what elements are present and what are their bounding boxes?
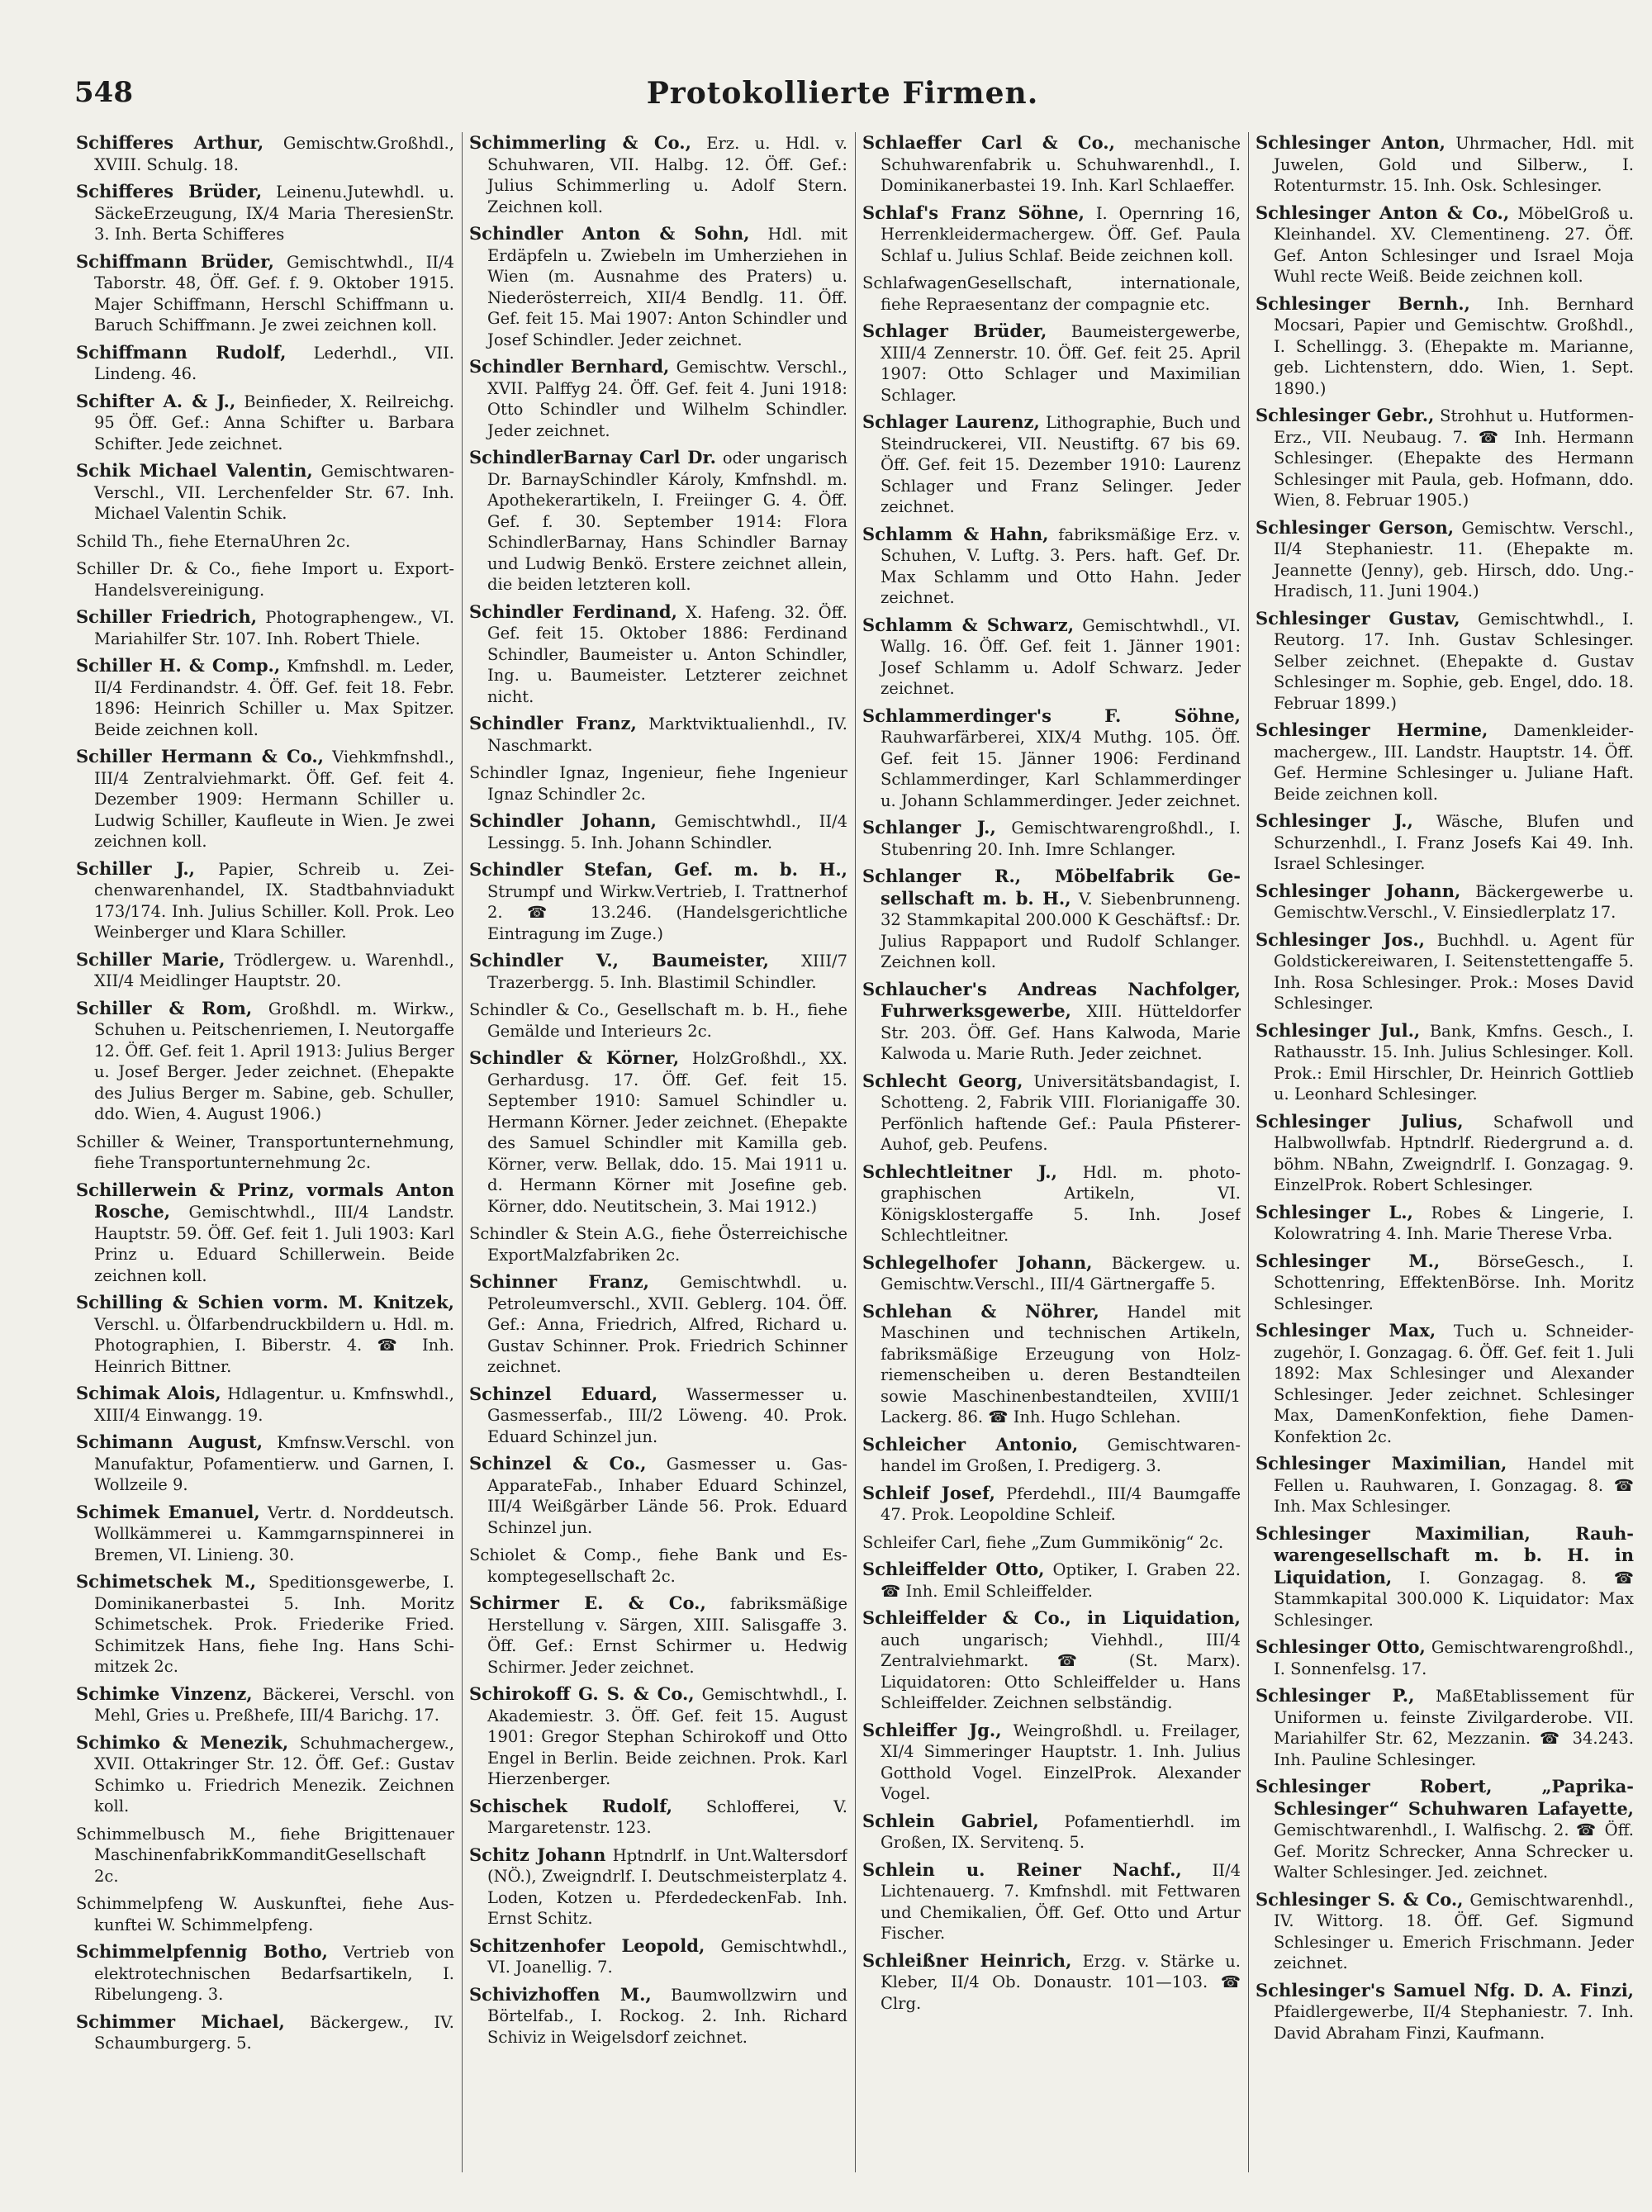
firm-entry xyxy=(469,1683,847,1790)
firm-entry xyxy=(469,1544,847,1587)
firm-details: Gemischtwhdl., I. Akademiestr. 3. Öff. Gef. feit 15. August 1901: Gregor Stephan Schirokoff und Otto Engel in Berlin. Beide zeichnen. Prok. Karl Hierzenberger. xyxy=(487,1685,847,1788)
firm-entry xyxy=(469,601,847,708)
firm-name: Schimek Emanuel, xyxy=(76,1501,260,1522)
firm-entry xyxy=(469,1593,847,1678)
firm-entry xyxy=(76,530,454,553)
firm-details: SchlafwagenGesellschaft, internationale, fiehe Repraesentanz der compagnie etc. xyxy=(862,273,1241,314)
firm-entry xyxy=(862,320,1241,406)
firm-name: Schiller J., xyxy=(76,857,195,879)
firm-entry xyxy=(862,866,1241,973)
firm-entry xyxy=(862,1559,1241,1602)
firm-details: Uhrmacher, Hdl. mit Juwelen, Gold und Silberw., I. Rotenturmstr. 15. Inh. Osk. Schlesinger. xyxy=(1274,134,1634,195)
firm-entry xyxy=(862,1531,1241,1554)
firm-details: Schuhmachergew., XVII. Ottakringer Str. 12. Öff. Gef.: Gustav Schimko u. Friedrich Menezik. Zeichnen koll. xyxy=(94,1733,454,1816)
firm-entry xyxy=(1256,293,1634,400)
firm-entry xyxy=(1256,929,1634,1014)
firm-details: HolzGroßhdl., XX. Gerhardusg. 17. Öff. Gef. feit 15. September 1910: Samuel Schindler u. Hermann Körner. Jeder zeichnet. (Ehepakte des Samuel Schindler mit Kamilla geb. Körner, verw. Bellak, ddo. 15. Mai 1911 u. d. Hermann Körner mit Josefine geb. Körner, ddo. Neutitschein, 3. Mai 1912.) xyxy=(487,1049,847,1216)
firm-name: Schlesinger Hermine, xyxy=(1256,719,1488,740)
firm-entry xyxy=(76,1292,454,1377)
firm-entry xyxy=(862,1252,1241,1295)
firm-name: Schlaf's Franz Söhne, xyxy=(862,202,1085,223)
firm-details: MaßEtablissement für Uniformen u. feinste Zivilgarderobe. VII. Mariahilfer Str. 62, Mezzanin. ☎ 34.243. Inh. Pauline Schlesinger. xyxy=(1274,1687,1634,1769)
firm-entry xyxy=(862,1607,1241,1714)
firm-name: Schlesinger L., xyxy=(1256,1201,1413,1222)
firm-entry xyxy=(469,1222,847,1265)
firm-name: Schimmelpfennig Botho, xyxy=(76,1941,328,1962)
firm-details: Kmfnshdl. m. Leder, II/4 Ferdinandstr. 4. Öff. Gef. feit 18. Febr. 1896: Heinrich Schiller u. Max Spitzer. Beide zeichnen koll. xyxy=(94,657,454,739)
firm-name: Schindler Bernhard, xyxy=(469,356,670,377)
firm-name: Schlesinger S. & Co., xyxy=(1256,1888,1464,1910)
firm-details: Photographengew., VI. Mariahilfer Str. 107. Inh. Robert Thiele. xyxy=(94,608,454,648)
firm-name: Schlanger J., xyxy=(862,817,996,838)
firm-details: Tuch u. Schneiderzugehör, I. Gonzagag. 6. Öff. Gef. feit 1. Juli 1892: Max Schlesinger und Alexander Schlesinger. Jeder zeichnet. Schlesinger Max, DamenKonfektion, fiehe DamenKonfektion 2c. xyxy=(1274,1322,1634,1446)
firm-details: Schild Th., fiehe EternaUhren 2c. xyxy=(76,531,351,551)
firm-details: Viehkmfnshdl., III/4 Zentralviehmarkt. Öff. Gef. feit 4. Dezember 1909: Hermann Schiller u. Ludwig Schiller, Kaufleute in Wien. Je zwei zeichnen koll. xyxy=(94,748,454,851)
firm-details: Wäsche, Blufen und Schurzenhdl., I. Franz Josefs Kai 49. Inh. Israel Schlesinger. xyxy=(1274,812,1634,873)
firm-name: Schillerwein & Prinz, vormals Anton Rosche, xyxy=(76,1179,454,1222)
firm-details: Handel mit Maschinen und technischen Artikeln, fabriksmäßige Erzeugung von Holzriemenscheiben u. deren Bestandteilen sowie Maschinenbestandteilen, XVIII/1 Lackerg. 86. ☎ Inh. Hugo Schlehan. xyxy=(881,1302,1241,1426)
firm-name: Schlesinger P., xyxy=(1256,1685,1415,1706)
firm-details: Buchhdl. u. Agent für Goldstickereiwaren, I. Seitenstettengaffe 5. Inh. Rosa Schlesinger. Prok.: Moses David Schlesinger. xyxy=(1274,930,1634,1013)
firm-entry xyxy=(1256,719,1634,805)
firm-details: Speditionsgewerbe, I. Dominikanerbastei 5. Inh. Moritz Schimetschek. Prok. Friederike Fried. Schimitzek Hans, fiehe Ing. Hans Schimitzek 2c. xyxy=(94,1573,454,1676)
firm-details: Erz. u. Hdl. v. Schuhwaren, VII. Halbg. 12. Öff. Gef.: Julius Schimmerling u. Adolf Stern. Zeichnen koll. xyxy=(487,134,847,216)
firm-name: Schinner Franz, xyxy=(469,1271,649,1292)
firm-entry xyxy=(1256,1251,1634,1315)
firm-details: Universitätsbandagist, I. Schotteng. 2, Fabrik VIII. Florianigaffe 30. Perfönlich haftende Gef.: Paula PfistererAuhof, geb. Peufens. xyxy=(881,1071,1241,1154)
firm-details: Gemischtwhdl., III/4 Landstr. Hauptstr. 59. Öff. Gef. feit 1. Juli 1903: Karl Prinz u. Eduard Schillerwein. Beide zeichnen koll. xyxy=(94,1203,454,1285)
column-4 xyxy=(1256,132,1634,2172)
firm-name: Schlesinger Johann, xyxy=(1256,880,1461,901)
firm-name: Schlesinger Otto, xyxy=(1256,1636,1426,1657)
firm-entry xyxy=(469,1453,847,1538)
firm-details: Gemischtwhdl., II/4 Taborstr. 48, Öff. Gef. f. 9. Oktober 1915. Majer Schiffmann, Herschl Schiffmann u. Baruch Schiffmann. Je zwei zeichnen koll. xyxy=(94,252,454,335)
firm-name: Schleiffelder Otto, xyxy=(862,1559,1045,1579)
firm-entry xyxy=(862,1434,1241,1477)
firm-entry xyxy=(1256,1020,1634,1105)
firm-name: Schlesinger Max, xyxy=(1256,1320,1436,1341)
firm-details: Handel mit Fellen u. Rauhwaren, I. Gonzagag. 8. ☎ Inh. Max Schlesinger. xyxy=(1274,1455,1634,1516)
firm-details: MöbelGroß u. Kleinhandel. XV. Clementineng. 27. Öff. Gef. Anton Schlesinger und Israel Moja Wuhl recte Weiß. Beide zeichnen koll. xyxy=(1274,203,1634,286)
firm-name: SchindlerBarnay Carl Dr. xyxy=(469,447,716,468)
firm-details: Schiller Dr. & Co., fiehe Import u. ExportHandelsvereinigung. xyxy=(76,559,454,600)
firm-entry xyxy=(469,1935,847,1978)
running-title: Protokollierte Firmen. xyxy=(646,76,1039,111)
column-divider xyxy=(855,132,856,2172)
firm-entry xyxy=(76,2011,454,2054)
firm-name: Schlesinger's Samuel Nfg. D. A. Finzi, xyxy=(1256,1979,1634,2001)
firm-name: Schlehan & Nöhrer, xyxy=(862,1300,1099,1322)
firm-name: Schlesinger J., xyxy=(1256,810,1413,831)
firm-entry xyxy=(76,251,454,336)
page-header xyxy=(74,76,1611,117)
firm-name: Schlesinger M., xyxy=(1256,1250,1441,1271)
firm-entry xyxy=(862,1859,1241,1944)
firm-entry xyxy=(76,1683,454,1726)
firm-entry xyxy=(862,202,1241,267)
firm-entry xyxy=(1256,1685,1634,1770)
firm-name: Schlesinger Robert, „PaprikaSchlesinger“ Schuhwaren Lafayette, xyxy=(1256,1776,1634,1819)
firm-entry xyxy=(76,391,454,455)
firm-details: Rauhwarfärberei, XIX/4 Muthg. 105. Öff. Gef. feit 15. Jänner 1906: Ferdinand Schlammerdinger, Karl Schlammerdinger u. Johann Schlammerdinger. Jeder zeichnet. xyxy=(881,728,1241,810)
firm-details: Leinenu.Jutewhdl. u. SäckeErzeugung, IX/4 Maria TheresienStr. 3. Inh. Berta Schifferes xyxy=(94,183,454,244)
firm-details: oder ungarisch Dr. BarnaySchindler Károly, Kmfnshdl. m. Apothekerartikeln, I. Freiinger G. 4. Öff. Gef. f. 30. September 1914: Flora SchindlerBarnay, Hans Schindler Barnay und Ludwig Benkö. Erstere zeichnet allein, die beiden letzteren koll. xyxy=(487,449,847,594)
firm-name: Schindler Franz, xyxy=(469,713,637,733)
firm-entry xyxy=(862,1483,1241,1526)
firm-entry xyxy=(862,817,1241,860)
firm-details: Schleifer Carl, fiehe „Zum Gummikönig“ 2c. xyxy=(862,1532,1224,1552)
firm-name: Schleiffelder & Co., in Liquidation, xyxy=(862,1607,1241,1628)
firm-entry xyxy=(76,1892,454,1935)
firm-details: Hdlagentur. u. Kmfnswhdl., XIII/4 Einwangg. 19. xyxy=(94,1384,454,1425)
firm-details: fabriksmäßige Erz. v. Schuhen, V. Luftg. 3. Pers. haft. Gef. Dr. Max Schlamm und Otto Hahn. Jeder zeichnet. xyxy=(881,525,1241,607)
firm-details: Gemischtwarenhdl., I. Walfischg. 2. ☎ Öff. Gef. Moritz Schrecker, Anna Schrecker u. Walter Schlesinger. Jed. zeichnet. xyxy=(1274,1820,1634,1882)
firm-entry xyxy=(469,1047,847,1217)
firm-name: Schindler Anton & Sohn, xyxy=(469,223,750,244)
firm-details: Lithographie, Buch und Steindruckerei, VII. Neustiftg. 67 bis 69. Öff. Gef. feit 15. Dezember 1910: Laurenz Schlager und Franz Selinger. Jeder zeichnet. xyxy=(881,413,1241,516)
firm-details: auch ungarisch; Viehhdl., III/4 Zentralviehmarkt. ☎ (St. Marx). Liquidatoren: Otto Schleiffelder u. Hans Schleiffelder. Zeichnen selbständig. xyxy=(881,1630,1241,1712)
firm-name: Schlein Gabriel, xyxy=(862,1810,1039,1831)
firm-entry xyxy=(469,223,847,350)
firm-entry xyxy=(469,859,847,944)
firm-entry xyxy=(862,615,1241,700)
firm-name: Schiller Hermann & Co., xyxy=(76,746,324,767)
firm-details: Großhdl. m. Wirkw., Schuhen u. Peitschenriemen, I. Neutorgaffe 12. Öff. Gef. feit 1. April 1913: Julius Berger u. Josef Berger. Jeder zeichnet. (Ehepakte des Julius Berger m. Sabine, geb. Schuller, ddo. Wien, 4. August 1906.) xyxy=(94,999,454,1123)
firm-entry xyxy=(76,1431,454,1496)
firm-details: mechanische Schuhwarenfabrik u. Schuhwarenhdl., I. Dominikanerbastei 19. Inh. Karl Schlaeffer. xyxy=(881,134,1241,195)
firm-details: Baumwollzwirn und Börtelfab., I. Rockog. 2. Inh. Richard Schiviz in Weigelsdorf zeichnet. xyxy=(487,1985,847,2047)
firm-details: Schimmelbusch M., fiehe Brigittenauer MaschinenfabrikKommanditGesellschaft 2c. xyxy=(76,1824,454,1886)
firm-entry xyxy=(469,1984,847,2048)
firm-details: Gemischtwarengroßhdl., I. Sonnenfelsg. 17. xyxy=(1274,1638,1634,1678)
firm-name: Schifferes Arthur, xyxy=(76,132,264,153)
firm-name: Schleiffer Jg., xyxy=(862,1719,1002,1740)
firm-name: Schischek Rudolf, xyxy=(469,1795,673,1816)
firm-name: Schik Michael Valentin, xyxy=(76,460,313,481)
firm-name: Schleißner Heinrich, xyxy=(862,1949,1072,1971)
firm-entry xyxy=(469,447,847,596)
firm-name: Schimak Alois, xyxy=(76,1383,221,1403)
firm-entry xyxy=(1256,1980,1634,2044)
firm-entry xyxy=(862,979,1241,1065)
firm-entry xyxy=(76,606,454,649)
firm-entry xyxy=(1256,881,1634,923)
firm-name: Schlager Laurenz, xyxy=(862,411,1040,432)
columns-area xyxy=(76,132,1634,2172)
firm-details: Pofamentierhdl. im Großen, IX. Servitenq. 5. xyxy=(881,1811,1241,1852)
firm-details: Hdl. m. photographischen Artikeln, VI. Königsklostergaffe 5. Inh. Josef Schlechtleitner. xyxy=(881,1162,1241,1245)
firm-details: Gemischtwhdl., VI. Wallg. 16. Öff. Gef. feit 1. Jänner 1901: Josef Schlamm u. Adolf Schwarz. Jeder zeichnet. xyxy=(881,615,1241,698)
firm-name: Schlanger R., Möbelfabrik Gesellschaft m. b. H., xyxy=(862,866,1241,909)
firm-details: Bank, Kmfns. Gesch., I. Rathausstr. 15. Inh. Julius Schlesinger. Koll. Prok.: Emil Hirschler, Dr. Heinrich Gottlieb u. Leonhard Schlesinger. xyxy=(1274,1021,1634,1104)
firm-details: Optiker, I. Graben 22. ☎ Inh. Emil Schleiffelder. xyxy=(881,1560,1241,1601)
firm-details: XIII. Hütteldorfer Str. 203. Öff. Gef. Hans Kalwoda, Marie Kalwoda u. Marie Ruth. Jeder zeichnet. xyxy=(881,1002,1241,1063)
firm-entry xyxy=(1256,1111,1634,1196)
firm-details: Verschl. u. Ölfarbendruckbildern u. Hdl. m. Photographien, I. Biberstr. 4. ☎ Inh. Heinrich Bittner. xyxy=(94,1314,454,1376)
firm-name: Schlesinger Bernh., xyxy=(1256,292,1470,314)
firm-details: Bäckergew., IV. Schaumburgerg. 5. xyxy=(94,2012,454,2053)
firm-details: Wassermesser u. Gasmesserfab., III/2 Löweng. 40. Prok. Eduard Schinzel jun. xyxy=(487,1384,847,1446)
firm-entry xyxy=(469,762,847,805)
firm-entry xyxy=(1256,1202,1634,1245)
firm-details: Gemischtwarenhdl., IV. Wittorg. 18. Öff. Gef. Sigmund Schlesinger u. Emerich Frischmann. Jeder zeichnet. xyxy=(1274,1890,1634,1972)
firm-details: XIII/7 Trazerbergg. 5. Inh. Blastimil Schindler. xyxy=(487,952,847,992)
firm-name: Schimann August, xyxy=(76,1431,263,1452)
firm-name: Schlammerdinger's F. Söhne, xyxy=(862,705,1241,726)
firm-name: Schleif Josef, xyxy=(862,1482,995,1503)
firm-details: Gemischtw. Verschl., XVII. Palffyg 24. Öff. Gef. feit 4. Juni 1918: Otto Schindler und Wilhelm Schindler. Jeder zeichnet. xyxy=(487,358,847,440)
firm-details: Pfaidlergewerbe, II/4 Stephaniestr. 7. Inh. David Abraham Finzi, Kaufmann. xyxy=(1274,2002,1634,2043)
firm-entry xyxy=(862,705,1241,812)
firm-entry xyxy=(469,810,847,853)
firm-entry xyxy=(76,1571,454,1678)
firm-details: Schindler & Co., Gesellschaft m. b. H., fiehe Gemälde und Interieurs 2c. xyxy=(469,1000,847,1041)
firm-entry xyxy=(1256,608,1634,714)
firm-details: Gasmesser u. GasApparateFab., Inhaber Eduard Schinzel, III/4 Weißgärber Lände 56. Prok. Eduard Schinzel jun. xyxy=(487,1455,847,1537)
firm-entry xyxy=(76,1131,454,1174)
firm-name: Schivizhoffen M., xyxy=(469,1983,652,2005)
firm-entry xyxy=(76,132,454,175)
firm-entry xyxy=(862,1161,1241,1246)
firm-details: Gemischtwhdl., I. Reutorg. 17. Inh. Gustav Schlesinger. Selber zeichnet. (Ehepakte d. Gustav Schlesinger m. Sophie, geb. Engel, ddo. 18. Februar 1899.) xyxy=(1274,609,1634,713)
firm-name: Schirmer E. & Co., xyxy=(469,1593,706,1613)
firm-details: Weingroßhdl. u. Freilager, XI/4 Simmeringer Hauptstr. 1. Inh. Julius Gotthold Vogel. EinzelProk. Alexander Vogel. xyxy=(881,1721,1241,1803)
firm-name: Schifferes Brüder, xyxy=(76,181,263,202)
firm-details: Schiller & Weiner, Transportunternehmung, fiehe Transportunternehmung 2c. xyxy=(76,1132,454,1172)
firm-details: Vertr. d. Norddeutsch. Wollkämmerei u. Kammgarnspinnerei in Bremen, VI. Linieng. 30. xyxy=(94,1502,454,1564)
firm-entry xyxy=(76,949,454,992)
firm-details: I. Opernring 16, Herrenkleidermachergew. Öff. Gef. Paula Schlaf u. Julius Schlaf. Beide zeichnen koll. xyxy=(881,203,1241,265)
firm-details: Trödlergew. u. Warenhdl., XII/4 Meidlinger Hauptstr. 20. xyxy=(94,950,454,990)
firm-entry xyxy=(1256,132,1634,197)
firm-entry xyxy=(76,558,454,600)
firm-name: Schlesinger Jos., xyxy=(1256,928,1425,950)
firm-entry xyxy=(76,1941,454,2006)
firm-name: Schitzenhofer Leopold, xyxy=(469,1934,705,1956)
firm-name: Schitz Johann xyxy=(469,1844,606,1865)
firm-entry xyxy=(76,1732,454,1817)
firm-entry xyxy=(76,858,454,943)
firm-name: Schilling & Schien vorm. M. Knitzek, xyxy=(76,1292,454,1312)
firm-entry xyxy=(469,1384,847,1448)
firm-details: Schlofferei, V. Margaretenstr. 123. xyxy=(487,1797,847,1837)
firm-name: Schimko & Menezik, xyxy=(76,1731,289,1753)
firm-name: Schlecht Georg, xyxy=(862,1070,1023,1091)
firm-entry xyxy=(1256,1636,1634,1679)
firm-name: Schiller & Rom, xyxy=(76,997,253,1018)
firm-name: Schlesinger Julius, xyxy=(1256,1110,1464,1132)
firm-name: Schlechtleitner J., xyxy=(862,1161,1057,1182)
firm-details: Bäckergew. u. Gemischtw.Verschl., III/4 Gärtnergaffe 5. xyxy=(881,1253,1241,1293)
firm-details: Gemischtwarengroßhdl., I. Stubenring 20. Inh. Imre Schlanger. xyxy=(881,819,1241,859)
firm-entry xyxy=(76,1383,454,1426)
firm-name: Schlein u. Reiner Nachf., xyxy=(862,1858,1182,1880)
firm-name: Schleicher Antonio, xyxy=(862,1433,1079,1455)
firm-name: Schindler Johann, xyxy=(469,810,657,831)
firm-entry xyxy=(469,356,847,441)
firm-details: Schindler Ignaz, Ingenieur, fiehe Ingenieur Ignaz Schindler 2c. xyxy=(469,763,847,804)
firm-name: Schifter A. & J., xyxy=(76,390,236,411)
firm-entry xyxy=(1256,1889,1634,1974)
firm-name: Schlesinger Anton, xyxy=(1256,132,1446,153)
firm-name: Schlamm & Schwarz, xyxy=(862,614,1075,635)
firm-name: Schiller Marie, xyxy=(76,948,225,970)
firm-details: Gemischtwhdl., VI. Joanellig. 7. xyxy=(487,1936,847,1977)
firm-entry xyxy=(76,1180,454,1287)
firm-details: Schiolet & Comp., fiehe Bank und Eskomptegesellschaft 2c. xyxy=(469,1545,847,1586)
firm-details: II/4 Lichtenauerg. 7. Kmfnshdl. mit Fettwaren und Chemikalien, Öff. Gef. Otto und Artur Fischer. xyxy=(881,1860,1241,1943)
firm-details: Gemischtwhdl., II/4 Lessingg. 5. Inh. Johann Schindler. xyxy=(487,812,847,852)
firm-details: Beinfieder, X. Reilreichg. 95 Öff. Gef.: Anna Schifter u. Barbara Schifter. Jede zeichnet. xyxy=(94,392,454,453)
firm-details: Gemischtwarenhandel im Großen, I. Predigerg. 3. xyxy=(881,1435,1241,1475)
firm-name: Schindler V., Baumeister, xyxy=(469,950,769,971)
firm-name: Schiller Friedrich, xyxy=(76,606,258,627)
firm-name: Schimmer Michael, xyxy=(76,2010,285,2032)
firm-entry xyxy=(862,1301,1241,1428)
firm-name: Schlesinger Jul., xyxy=(1256,1019,1421,1041)
firm-entry xyxy=(469,1796,847,1839)
firm-details: Hdl. mit Erdäpfeln u. Zwiebeln im Umherziehen in Wien (m. Ausnahme des Praters) u. Niederösterreich, XII/4 Bendlg. 11. Öff. Gef. feit 15. Mai 1907: Anton Schindler und Josef Schindler. Jeder zeichnet. xyxy=(487,225,847,349)
firm-name: Schimetschek M., xyxy=(76,1571,257,1592)
firm-entry xyxy=(76,655,454,740)
firm-entry xyxy=(862,1811,1241,1854)
firm-details: Pferdehdl., III/4 Baumgaffe 47. Prok. Leopoldine Schleif. xyxy=(881,1483,1241,1524)
firm-entry xyxy=(76,1502,454,1566)
firm-entry xyxy=(862,1950,1241,2015)
firm-name: Schiffmann Brüder, xyxy=(76,250,274,272)
firm-name: Schimmerling & Co., xyxy=(469,132,691,153)
firm-name: Schimke Vinzenz, xyxy=(76,1683,253,1704)
firm-name: Schlesinger Gebr., xyxy=(1256,405,1435,425)
firm-entry xyxy=(469,132,847,217)
column-divider xyxy=(1248,132,1249,2172)
firm-entry xyxy=(862,1720,1241,1805)
firm-entry xyxy=(469,950,847,993)
firm-details: Strohhut u. HutformenErz., VII. Neubaug. 7. ☎ Inh. Hermann Schlesinger. (Ehepakte des Hermann Schlesinger mit Paula, geb. Hofmann, ddo. Wien, 8. Februar 1905.) xyxy=(1274,406,1634,510)
firm-entry xyxy=(76,1823,454,1887)
firm-entry xyxy=(1256,1523,1634,1631)
firm-entry xyxy=(76,342,454,385)
firm-name: Schiller H. & Comp., xyxy=(76,655,281,676)
firm-details: Schimmelpfeng W. Auskunftei, fiehe Auskunftei W. Schimmelpfeng. xyxy=(76,1894,454,1934)
firm-entry xyxy=(76,998,454,1125)
firm-entry xyxy=(469,1844,847,1930)
firm-name: Schlamm & Hahn, xyxy=(862,523,1049,544)
firm-entry xyxy=(862,272,1241,315)
firm-details: Strumpf und Wirkw.Vertrieb, I. Trattnerhof 2. ☎ 13.246. (Handelsgerichtliche Eintragung im Zuge.) xyxy=(487,881,847,943)
firm-entry xyxy=(1256,405,1634,511)
firm-details: I. Gonzagag. 8. ☎ Stammkapital 300.000 K. Liquidator: Max Schlesinger. xyxy=(1274,1568,1634,1630)
firm-name: Schlesinger Anton & Co., xyxy=(1256,202,1510,223)
firm-details: Vertrieb von elektrotechnischen Bedarfsartikeln, I. Ribelungeng. 3. xyxy=(94,1943,454,2004)
firm-details: GemischtwarenVerschl., VII. Lerchenfelder Str. 67. Inh. Michael Valentin Schik. xyxy=(94,462,454,523)
firm-details: Baumeistergewerbe, XIII/4 Zennerstr. 10. Öff. Gef. feit 25. April 1907: Otto Schlager und Maximilian Schlager. xyxy=(881,322,1241,405)
firm-entry xyxy=(469,999,847,1042)
firm-details: Damenkleidermachergew., III. Landstr. Hauptstr. 14. Öff. Gef. Hermine Schlesinger u. Juliane Haft. Beide zeichnen koll. xyxy=(1274,721,1634,804)
firm-entry xyxy=(1256,1776,1634,1883)
column-3 xyxy=(862,132,1241,2172)
firm-name: Schlaucher's Andreas Nachfolger, Fuhrwerksgewerbe, xyxy=(862,978,1241,1021)
firm-name: Schirokoff G. S. & Co., xyxy=(469,1683,695,1704)
firm-entry xyxy=(76,460,454,525)
column-divider xyxy=(462,132,463,2172)
firm-entry xyxy=(862,411,1241,518)
firm-details: Marktviktualienhdl., IV. Naschmarkt. xyxy=(487,714,847,755)
firm-details: Bäckerei, Verschl. von Mehl, Gries u. Preßhefe, III/4 Barichg. 17. xyxy=(94,1684,454,1725)
firm-name: Schindler Stefan, Gef. m. b. H., xyxy=(469,859,847,880)
firm-details: Kmfnsw.Verschl. von Manufaktur, Pofamentierw. und Garnen, I. Wollzeile 9. xyxy=(94,1433,454,1494)
firm-name: Schlesinger Maximilian, xyxy=(1256,1453,1507,1474)
firm-name: Schlegelhofer Johann, xyxy=(862,1251,1093,1273)
firm-entry xyxy=(862,1070,1241,1156)
firm-name: Schindler Ferdinand, xyxy=(469,600,677,622)
firm-details: Schafwoll und Halbwollwfab. Hptndrlf. Riedergrund a. d. böhm. NBahn, Zweigndrlf. I. Gonzagag. 9. EinzelProk. Robert Schlesinger. xyxy=(1274,1112,1634,1194)
firm-name: Schlesinger Maximilian, Rauhwarengesellschaft m. b. H. in Liquidation, xyxy=(1256,1522,1634,1588)
firm-name: Schlesinger Gustav, xyxy=(1256,607,1460,629)
firm-details: Lederhdl., VII. Lindeng. 46. xyxy=(94,343,454,383)
firm-details: BörseGesch., I. Schottenring, EffektenBörse. Inh. Moritz Schlesinger. xyxy=(1274,1251,1634,1313)
page-number: 548 xyxy=(74,76,133,109)
firm-entry xyxy=(1256,202,1634,287)
firm-details: Schindler & Stein A.G., fiehe Österreichische ExportMalzfabriken 2c. xyxy=(469,1224,847,1265)
firm-details: Gemischtw. Verschl., II/4 Stephaniestr. 11. (Ehepakte m. Jeannette (Jenny), geb. Hirsch, ddo. Ung.Hradisch, 11. Juni 1904.) xyxy=(1274,518,1634,600)
firm-details: fabriksmäßige Herstellung v. Särgen, XIII. Salisgaffe 3. Öff. Gef.: Ernst Schirmer u. Hedwig Schirmer. Jeder zeichnet. xyxy=(487,1594,847,1677)
firm-entry xyxy=(76,181,454,245)
firm-details: X. Hafeng. 32. Öff. Gef. feit 15. Oktober 1886: Ferdinand Schindler, Baumeister u. Anton Schindler, Ing. u. Baumeister. Letzterer zeichnet nicht. xyxy=(487,602,847,706)
firm-entry xyxy=(862,132,1241,197)
firm-entry xyxy=(1256,1453,1634,1517)
firm-details: Gemischtwhdl. u. Petroleumverschl., XVII. Geblerg. 104. Öff. Gef.: Anna, Friedrich, Alfred, Richard u. Gustav Schinner. Prok. Friedrich Schinner zeichnet. xyxy=(487,1273,847,1376)
firm-details: Robes & Lingerie, I. Kolowratring 4. Inh. Marie Therese Vrba. xyxy=(1274,1203,1634,1243)
firm-name: Schinzel Eduard, xyxy=(469,1383,658,1404)
firm-entry xyxy=(76,746,454,852)
firm-name: Schlager Brüder, xyxy=(862,320,1047,341)
firm-details: Inh. Bernhard Mocsari, Papier und Gemischtw. Großhdl., I. Schellingg. 3. (Ehepakte m. Marianne, geb. Lichtenstern, ddo. Wien, 1. Sept. 1890.) xyxy=(1274,294,1634,398)
column-1 xyxy=(76,132,454,2172)
firm-entry xyxy=(469,1271,847,1378)
column-2 xyxy=(469,132,847,2172)
firm-entry xyxy=(1256,1320,1634,1447)
firm-details: Erzg. v. Stärke u. Kleber, II/4 Ob. Donaustr. 101—103. ☎ Clrg. xyxy=(881,1951,1241,2013)
firm-entry xyxy=(469,713,847,756)
firm-details: Bäckergewerbe u. Gemischtw.Verschl., V. Einsiedlerplatz 17. xyxy=(1274,881,1634,922)
firm-name: Schiffmann Rudolf, xyxy=(76,341,287,363)
firm-name: Schlesinger Gerson, xyxy=(1256,516,1455,538)
firm-entry xyxy=(862,524,1241,609)
firm-entry xyxy=(1256,517,1634,602)
firm-name: Schinzel & Co., xyxy=(469,1453,647,1474)
firm-details: Gemischtw.Großhdl., XVIII. Schulg. 18. xyxy=(94,134,454,174)
firm-entry xyxy=(1256,810,1634,875)
firm-name: Schindler & Körner, xyxy=(469,1047,680,1068)
firm-details: Hptndrlf. in Unt.Waltersdorf (NÖ.), Zweigndrlf. I. Deutschmeisterplatz 4. Loden, Kotzen u. PferdedeckenFab. Inh. Ernst Schitz. xyxy=(487,1845,847,1928)
firm-name: Schlaeffer Carl & Co., xyxy=(862,132,1115,153)
firm-details: Papier, Schreib u. Zeichenwarenhandel, IX. Stadtbahnviadukt 173/174. Inh. Julius Schiller. Koll. Prok. Leo Weinberger und Klara Schiller. xyxy=(94,859,454,942)
firm-details: V. Siebenbrunneng. 32 Stammkapital 200.000 K Geschäftsf.: Dr. Julius Rappaport und Rudolf Schlanger. Zeichnen koll. xyxy=(881,889,1241,971)
